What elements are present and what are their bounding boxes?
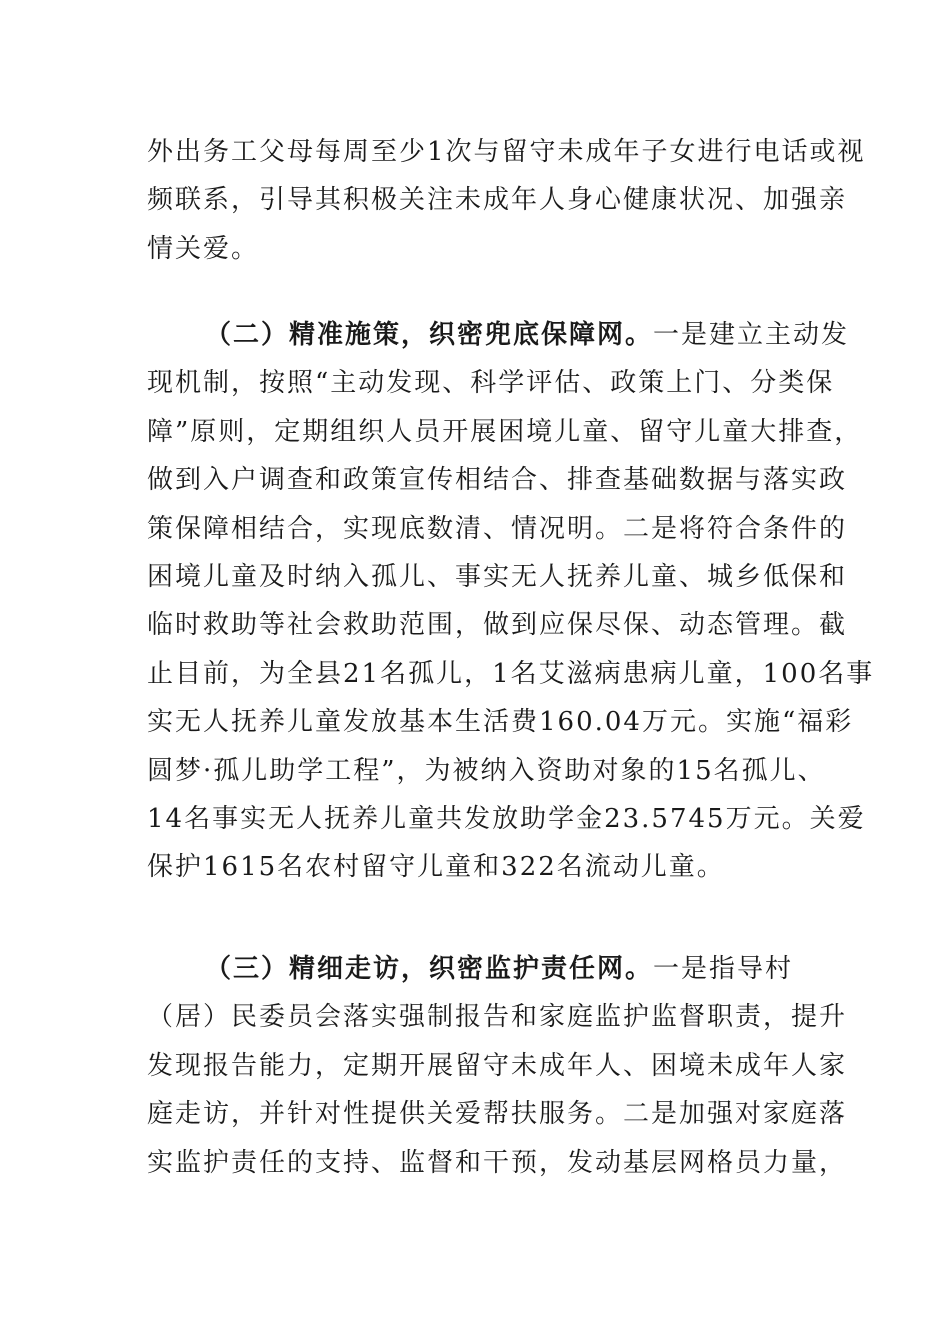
- paragraph-line: 困境儿童及时纳入孤儿、事实无人抚养儿童、城乡低保和: [147, 561, 848, 592]
- paragraph-line: 情关爱。: [147, 233, 260, 264]
- paragraph-line: 障”原则，定期组织人员开展困境儿童、留守儿童大排查，: [147, 416, 863, 447]
- paragraph-line: 临时救助等社会救助范围，做到应保尽保、动态管理。截: [147, 610, 848, 641]
- paragraph-line: 策保障相结合，实现底数清、情况明。二是将符合条件的: [147, 513, 848, 544]
- paragraph-line: （居）民委员会落实强制报告和家庭监护监督职责，提升: [147, 1002, 848, 1033]
- paragraph-line: 外出务工父母每周至少1次与留守未成年子女进行电话或视: [147, 137, 866, 167]
- paragraph-line: 保护1615名农村留守儿童和322名流动儿童。: [147, 852, 725, 883]
- paragraph-first-line: [147, 311, 850, 359]
- section-heading-2: （二）精准施策，织密兜底保障网。: [205, 320, 654, 350]
- paragraph-line: 发现报告能力，定期开展留守未成年人、困境未成年人家: [147, 1050, 848, 1081]
- paragraph-1: [147, 128, 866, 273]
- section-heading-3: （三）精细走访，织密监护责任网。: [205, 954, 654, 984]
- paragraph-line: 庭走访，并针对性提供关爱帮扶服务。二是加强对家庭落: [147, 1099, 848, 1130]
- paragraph-line: 实无人抚养儿童发放基本生活费160.04万元。实施“福彩: [147, 707, 854, 738]
- paragraph-line: 一是建立主动发: [653, 320, 850, 350]
- paragraph-line: 现机制，按照“主动发现、科学评估、政策上门、分类保: [147, 368, 835, 399]
- paragraph-line: 实监护责任的支持、监督和干预，发动基层网格员力量，: [147, 1147, 848, 1178]
- paragraph-3: [147, 945, 848, 1187]
- paragraph-line: 频联系，引导其积极关注未成年人身心健康状况、加强亲: [147, 185, 848, 216]
- paragraph-line: 做到入户调查和政策宣传相结合、排查基础数据与落实政: [147, 465, 848, 496]
- paragraph-2: [147, 311, 875, 892]
- paragraph-first-line: [147, 945, 807, 993]
- paragraph-line: 一是指导村: [653, 954, 794, 984]
- paragraph-line: 止目前，为全县21名孤儿，1名艾滋病患病儿童，100名事: [147, 658, 875, 689]
- paragraph-line: 14名事实无人抚养儿童共发放助学金23.5745万元。关爱: [147, 803, 866, 834]
- paragraph-line: 圆梦·孤儿助学工程”，为被纳入资助对象的15名孤儿、: [147, 755, 826, 786]
